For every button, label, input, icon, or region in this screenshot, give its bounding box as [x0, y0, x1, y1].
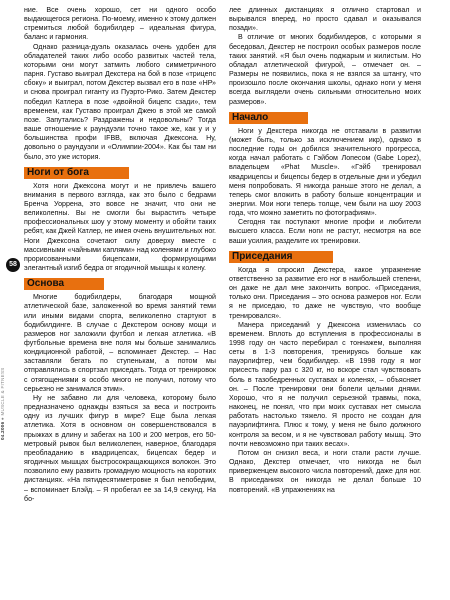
paragraph: Однако разница-дуэль оказалась очень удобен для обладателей таких либо особо развитых частей тела, которыми они могут затмить любого симметричного парня. Густаво выиграл Декстера на бой в позе «трицепс сбоку» и выиграл, потом Декстер вызвал его в позе «НР» и снова проиграл гиганту из Пуэрто-Рико. Затем Декстер победил Катлера в позе «двойной бицепс сзади», тем временем, как Густаво проиграл Джею в этой же самой позе. Запутались? Раздражены и недовольны? Тогда ваше отношение к раундуэли точно такое же, как у и у большинства профи IFBB, включая Джексона. Ну, довольно о раундуэли и «Олимпии-2004». Как бы там ни было, это уже история.	[24, 42, 216, 161]
paragraph: Ну не забавно ли для человека, которому было предназначено однажды взяться за веса и построить одну из лучших фигур в мире? Еще была легкая атлетика. Хотя в основном он совершенствовался в прыжках в длину и забегах на 100 и 200 метров, его 50-метровый рывок был великолепен, наверное, благодаря преобладанию в квадрицепсах, бицепсах бедер и ягодичных мышцах быстросокращающихся волокон. Это позволило ему развить громадную мощность на коротких дистанциях. «На пятидесятиметровке я был непобедим, – вспоминает Блэйд. – Я пробегал ее за 14,9 секунд. На бо-	[24, 393, 216, 503]
paragraph: В отличие от многих бодибилдеров, с которыми я беседовал, Декстер не построил особых размеров после таких занятий. «Я был очень поджарым и жилистым. Но обладал атлетической фигурой, – отмечает он. – Размеры не появились, пока я не взялся за штангу, что произошло после окончания школы, однако ноги у меня всегда выглядели очень сильными относительно моих размеров».	[229, 33, 421, 106]
right-column	[229, 6, 421, 495]
paragraph: Когда я спросил Декстера, какое упражнение ответственно за развитие его ног в наибольшей степени, он даже не дал мне закончить вопрос. «Приседания, только они. Приседания – это основа размеров ног. Если я не приседаю, то даже не чувствую, что вообще тренировался».	[229, 265, 421, 320]
section-heading: Приседания	[229, 251, 333, 263]
paragraph: ние. Все очень хорошо, сет ни одного особо выдающегося региона. По-моему, именно к этому должен стремиться любой бодибилдер – идеальная фигура, баланс и гармония.	[24, 6, 216, 42]
section-heading: Основа	[24, 278, 104, 290]
paragraph: лее длинных дистанциях я отлично стартовал и вырывался вперед, но просто сдавал и оказывался позади».	[229, 6, 421, 33]
paragraph: Многие бодибилдеры, благодаря мощной атлетической базе, заложенной во время занятий теми или иными видами спорта, великолепно стартуют в бодибилдинге. В случае с Декстером основу мощи и размеров ног заложили футбол и легкая атлетика. «В футбольные времена вне поля мы больше занимались кондиционной работой, – вспоминает Декстер. – Нас заставляли бегать по ступенькам, а потом мы отправлялись в спортзал приседать. Тогда от тренировок с отягощениями я особо много не получил, потому что серьезно не занимался этим».	[24, 293, 216, 393]
magazine-name: ● MUSCLE & FITNESS	[0, 367, 5, 421]
paragraph: Сегодня так поступают многие профи и любители высшего класса. Если ноги не растут, несмотря на все ваши усилия, разделите их тренировки.	[229, 218, 421, 245]
paragraph: Потом он снизил веса, и ноги стали расти лучше. Однако, Декстер отмечает, что никогда не был приверженцем высокого числа повторений, даже для ног. В приседаниях он никогда не делал больше 10 повторений. «В упражнениях на	[229, 448, 421, 494]
magazine-side-label	[0, 290, 5, 440]
section-heading: Ноги от бога	[24, 167, 129, 179]
issue-label: 04.2006	[0, 421, 5, 440]
paragraph: Манера приседаний у Джексона изменилась со временем. Вплоть до вступления в профессионалы в 1998 году он часто перебирал с тоннажем, выполняя сеты в 1-3 повторения, тренируясь больше как пауэрлифтер, чем бодибилдер. «В 1998 году я мог присесть пару раз с 320 кг, но вскоре стал чувствовать боль в тазобедренных суставах и коленях, – объясняет он. – После тренировки они болели целыми днями. Хорошо, что я не получил серьезной травмы, пока, наконец, не понял, что при моих суставах нет смысла работать настолько тяжело. Я просто не создан для пауэрлифтинга. Плюс к тому, у меня не было должного контроля за весом, и я не чувствовал работу мышц. Это почти невозможно при таких весах».	[229, 320, 421, 448]
paragraph: Хотя ноги Джексона могут и не привлечь вашего внимания в первого взгляда, как это было с бедрами Бренча Уоррена, это вовсе не значит, что они не великолепны. Вы не смогли бы вырастить четыре профессиональных шоу у этому моменту и обойти таких ребят, как Джей Катлер, не имея очень внушительных ног. Ноги Джексона сочетают силу доверху вместе с массивными «чайными каплями» над коленями и глубоко прорисованными бицепсами, формирующими элегантный изгиб бедра от ягодичной мышцы к колену.	[24, 181, 216, 273]
section-heading: Начало	[229, 112, 308, 124]
paragraph: Ноги у Декстера никогда не отставали в развитии (может быть, только за исключением икр), однако в последние годы он добился значительного прогресса, когда начал работать с Гэйбом Лопесом (Gabe Lopez), владельцем «Phat Muscle». «Гэйб тренировал квадрицепсы и бицепсы бедер в отдельные дни и убедил меня попробовать. Я никогда раньше этого не делал, а теперь смог вложить в работу больше концентрации и энергии. Мои ноги теперь толще, чем были на шоу 2003 года, что можно заметить по фотографиям».	[229, 126, 421, 218]
page-number: 58	[6, 258, 20, 272]
left-column	[24, 6, 216, 504]
